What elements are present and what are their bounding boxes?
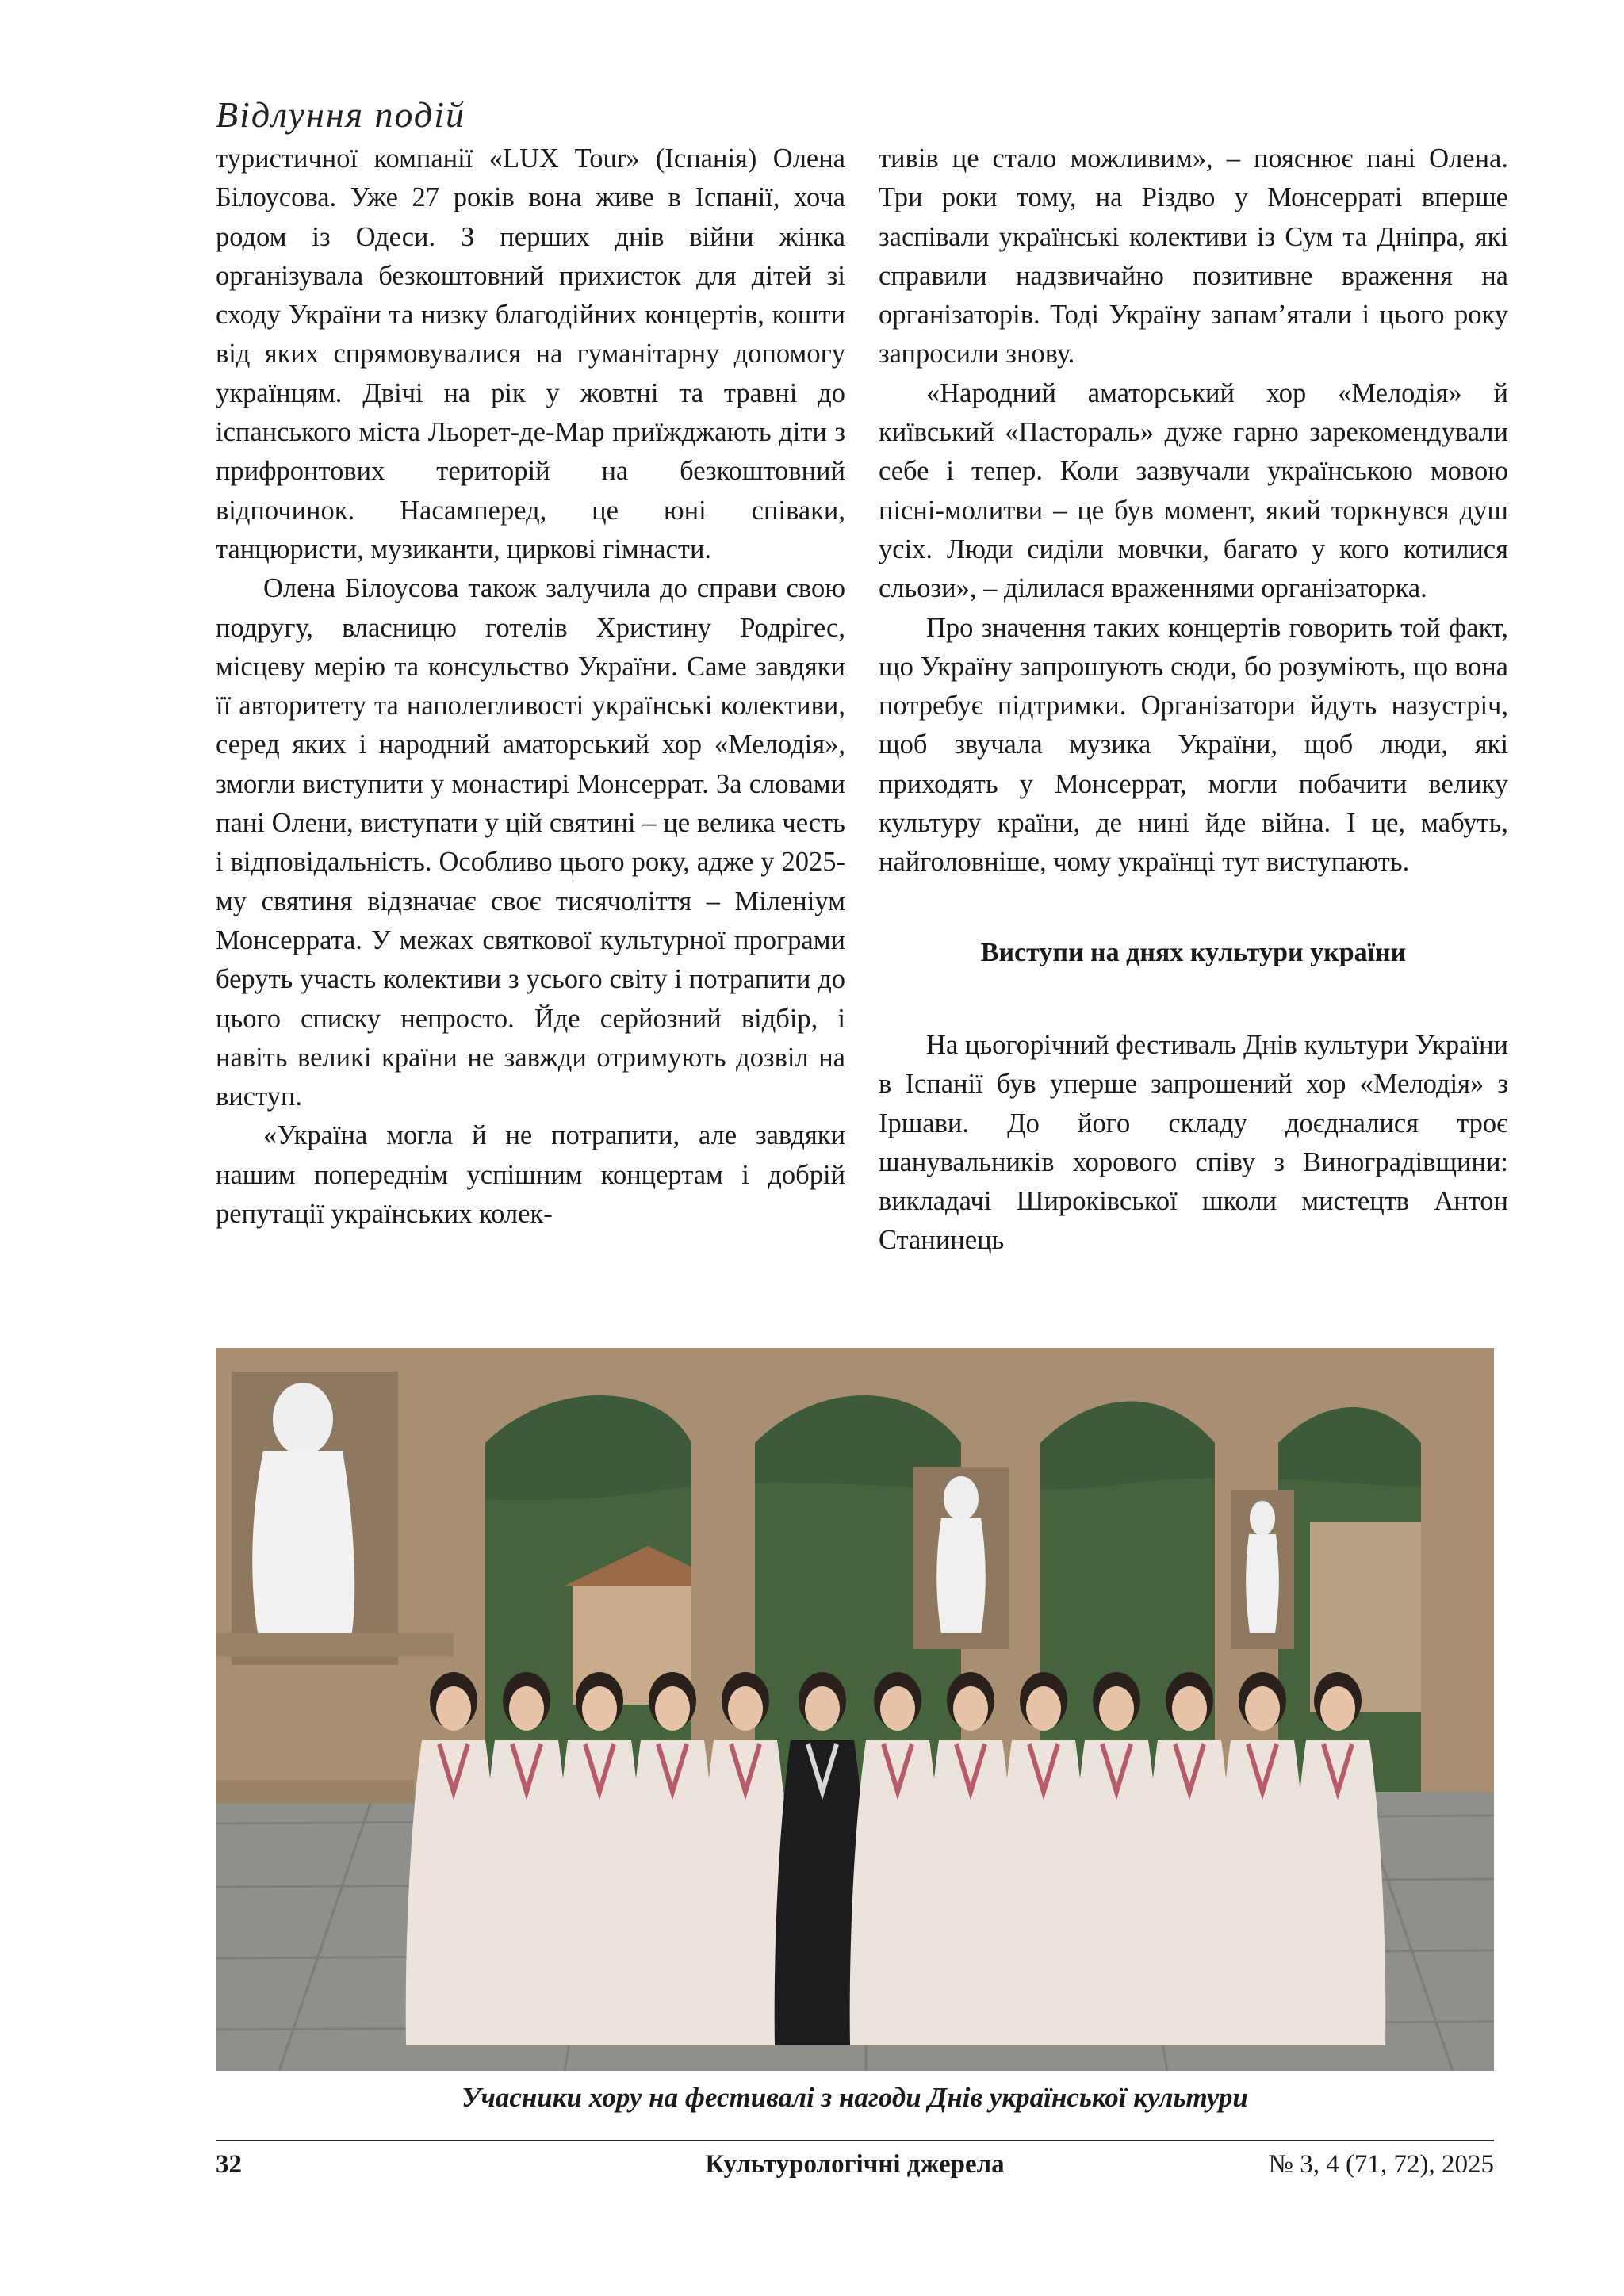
page-number: 32 [216,2150,242,2179]
paragraph: На цьогорічний фестиваль Днів культури України в Іспанії був уперше запрошений хор «Мелодія» з Іршави. До його складу доєдналися троє шанувальників хорового співу з Виноградівщини: викладачі Широківської школи мистецтв Антон Станинець [879,1029,1508,1256]
issue-info: № 3, 4 (71, 72), 2025 [1268,2150,1494,2179]
choir-photo-illustration [216,1348,1494,2071]
paragraph: «Україна могла й не потрапити, але завдяки нашим попереднім успішним концертам і добрій репутації українських колек- [216,1120,845,1230]
section-label: Відлуння подій [216,94,465,135]
right-column [879,140,1508,1313]
journal-name: Культурологічні джерела [705,2150,1005,2179]
left-column [216,140,845,1313]
paragraph: тивів це стало можливим», – пояснює пані Олена. Три роки тому, на Різдво у Монсерраті вперше заспівали українські колективи із Сум та Дніпра, які справили надзвичайно позитивне враження на організаторів. Тоді Україну запам’ятали і цього року запросили знову. [879,144,1508,369]
paragraph: Про значення таких концертів говорить той факт, що Україну запрошують сюди, бо розуміють, що вона потребує підтримки. Організатори йдуть назустріч, щоб звучала музика України, щоб люди, які приходять у Монсеррат, могли побачити велику культуру країни, де нині йде війна. І це, мабуть, найголовніше, чому українці тут виступають. [879,612,1508,878]
choir-photo [216,1348,1494,2071]
subheading: Виступи на днях культури україни [980,937,1407,967]
paragraph: «Народний аматорський хор «Мелодія» й київський «Пастораль» дуже гарно зарекомендували себе і тепер. Коли зазвучали українською мовою пісні-молитви – це був момент, який торкнувся душ усіх. Люди сиділи мовчки, багато у кого котилися сльози», – ділилася враженнями організаторка. [879,377,1508,604]
photo-caption: Учасники хору на фестивалі з нагоди Днів української культури [462,2082,1248,2113]
paragraph: Олена Білоусова також залучила до справи свою подругу, власницю готелів Христину Родрігес, місцеву мерію та консульство України. Саме завдяки її авторитету та наполегливості українські колективи, серед яких і народний аматорський хор «Мелодія», змогли виступити у монастирі Монсеррат. За словами пані Олени, виступати у цій святині – це велика честь і відповідальність. Особливо цього року, адже у 2025-му святиня відзначає своє тисячоліття – Міленіум Монсеррата. У межах святкової культурної програми беруть участь колективи з усього світу і потрапити до цього списку непросто. Йде серйозний відбір, і навіть великі країни не завжди отримують дозвіл на виступ. [216,573,845,1112]
footer-divider [216,2140,1494,2141]
paragraph: туристичної компанії «LUX Tour» (Іспанія) Олена Білоусова. Уже 27 років вона живе в Іспанії, хоча родом із Одеси. З перших днів війни жінка організувала безкоштовний прихисток для дітей зі сходу України та низку благодійних концертів, кошти від яких спрямовувалися на гуманітарну допомогу українцям. Двічі на рік у жовтні та травні до іспанського міста Льорет-де-Мар приїжджають діти з прифронтових територій на безкоштовний відпочинок. Насамперед, це юні співаки, танцюристи, музиканти, циркові гімнасти. [216,144,845,564]
page-footer [216,2150,1494,2190]
